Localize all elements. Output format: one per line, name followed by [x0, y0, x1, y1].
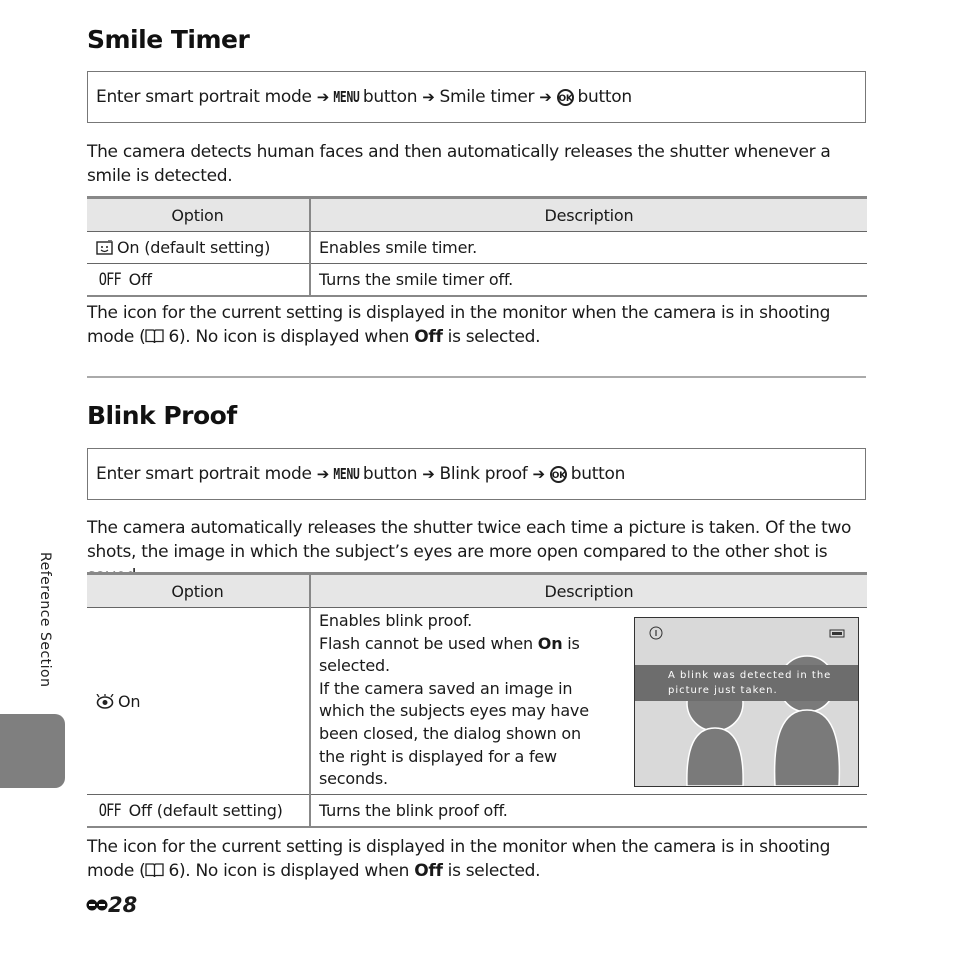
menu-button-icon: MENU: [333, 465, 360, 483]
note-text: is selected.: [442, 327, 541, 347]
option-label: Off: [128, 269, 152, 289]
note-text: The icon for the current setting is displayed in the monitor when the camera is in shooting mode (: [87, 303, 831, 347]
smile-timer-icon: [96, 240, 113, 255]
blink-proof-intro: The camera automatically releases the shutter twice each time a picture is taken. Of the two shots, the image in which the subject’s eyes are more open compared to the other shot is: [87, 518, 852, 562]
blink-proof-nav-path: [87, 448, 866, 500]
column-header-option: Option: [87, 574, 310, 608]
smile-timer-table: [87, 196, 867, 297]
note-text: The icon for the current setting is displayed in the monitor when the camera is in shooting mode (: [87, 837, 831, 881]
reference-section-e-icon: [86, 897, 108, 913]
column-header-option: Option: [87, 198, 310, 232]
note-bold: Off: [414, 327, 443, 347]
table-row: [87, 795, 867, 828]
arrow-right-icon: ➔: [316, 465, 329, 483]
off-icon: OFF: [98, 269, 121, 290]
nav-text: Enter smart portrait mode: [96, 87, 312, 107]
nav-text: Enter smart portrait mode: [96, 464, 312, 484]
description-cell: Turns the smile timer off.: [310, 264, 867, 297]
description-cell: Turns the blink proof off.: [310, 795, 867, 828]
page-number: [86, 893, 137, 917]
blink-proof-heading: Blink Proof: [87, 401, 237, 430]
blink-warning-message: A blink was detected in the picture just taken.: [668, 670, 832, 696]
arrow-right-icon: ➔: [532, 465, 545, 483]
smile-timer-nav-path: [87, 71, 866, 123]
table-row: [87, 232, 867, 264]
off-icon: OFF: [98, 800, 121, 821]
table-row: [87, 264, 867, 297]
option-cell: [87, 795, 310, 828]
nav-text: button: [570, 464, 626, 484]
section-tab-marker: [0, 714, 65, 788]
smile-timer-note: [87, 301, 867, 349]
description-cell: Enables smile timer.: [310, 232, 867, 264]
description-line: Enables blink proof.: [319, 611, 472, 630]
description-text: is selected.: [319, 633, 580, 676]
smile-timer-intro: The camera detects human faces and then automatically releases the shutter whenever a smile is detected.: [87, 142, 831, 186]
nav-text: button: [577, 87, 632, 107]
book-reference-icon: [145, 329, 164, 344]
note-bold: Off: [414, 861, 443, 881]
book-reference-icon: [145, 863, 164, 878]
option-label: On (default setting): [117, 238, 271, 257]
option-label: On: [118, 691, 141, 711]
blink-proof-note: [87, 835, 867, 883]
option-cell: [87, 608, 310, 795]
column-header-description: Description: [310, 574, 867, 608]
note-text: 6). No icon is displayed when: [168, 861, 415, 881]
ok-button-icon: OK: [557, 89, 574, 106]
option-cell: [87, 232, 310, 264]
nav-text: Smile timer: [439, 87, 535, 107]
column-header-description: Description: [310, 198, 867, 232]
nav-text: button: [362, 87, 418, 107]
blink-proof-icon: [96, 694, 114, 709]
smile-timer-heading: Smile Timer: [87, 25, 250, 54]
camera-monitor-illustration: [634, 617, 859, 787]
option-label: Off (default setting): [128, 800, 283, 820]
arrow-right-icon: ➔: [316, 88, 329, 106]
description-line: [319, 633, 594, 678]
ok-button-icon: OK: [550, 466, 567, 483]
description-line: If the camera saved an image in which the subjects eyes may have been closed, the dialog shown on the right is displayed for a few seconds.: [319, 678, 589, 789]
nav-text: Blink proof: [439, 464, 528, 484]
page-number-text: 28: [108, 893, 138, 917]
nav-text: button: [362, 464, 418, 484]
arrow-right-icon: ➔: [422, 88, 435, 106]
description-text: Flash cannot be used when: [319, 633, 538, 653]
monitor-scene: [635, 618, 858, 786]
note-text: is selected.: [442, 861, 541, 881]
note-text: 6). No icon is displayed when: [168, 327, 415, 347]
arrow-right-icon: ➔: [422, 465, 435, 483]
side-section-label: Reference Section: [37, 552, 53, 688]
section-divider: [87, 376, 866, 378]
menu-button-icon: MENU: [333, 88, 360, 106]
description-bold: On: [537, 633, 563, 653]
arrow-right-icon: ➔: [539, 88, 552, 106]
option-cell: [87, 264, 310, 297]
